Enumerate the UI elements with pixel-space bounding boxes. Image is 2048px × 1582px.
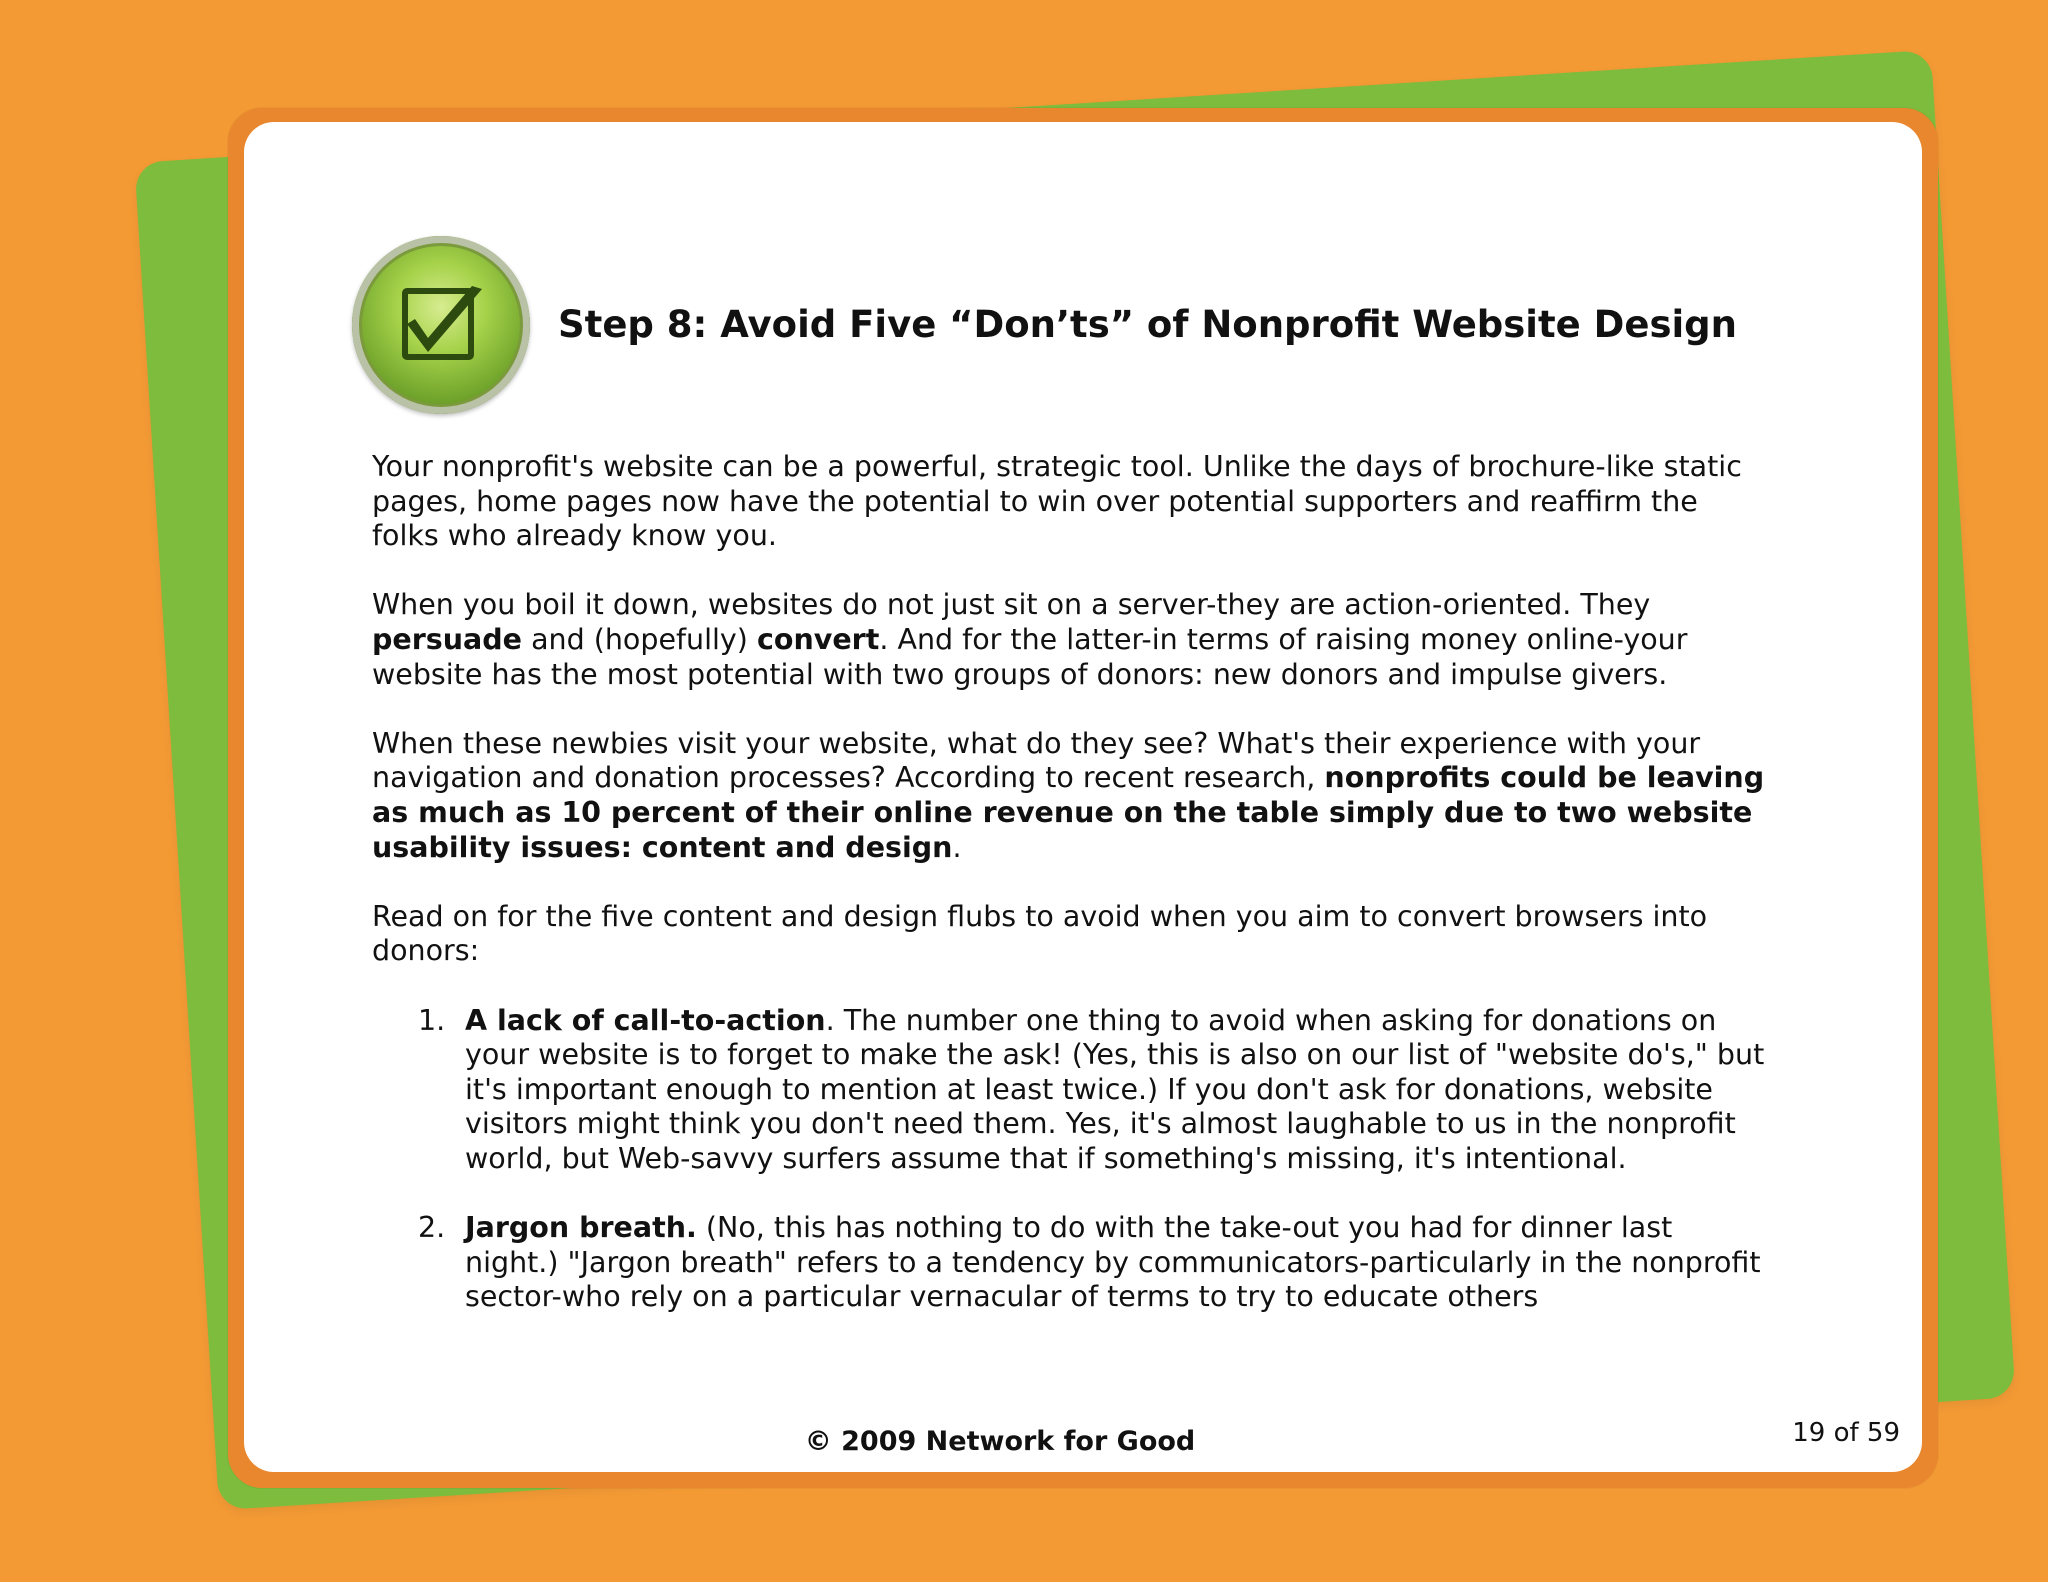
list-number: 2. — [418, 1211, 446, 1245]
list-item-text: (No, this has nothing to do with the take-out you had for dinner last night.) "Jargon breath" refers to a tendency by communicators-particularly in the nonprofit sector-who rely on a particular vernacular of terms to try to educate others — [465, 1211, 1761, 1314]
list-item-text: . The number one thing to avoid when asking for donations on your website is to forget to make the ask! (Yes, this is also on our list of "website do's," but it's important enough to mention at least twice.) If you don't ask for donations, website visitors might think you don't need them. Yes, it's almost laughable to us in the nonprofit world, but Web-savvy surfers assume that if something's missing, it's intentional. — [465, 1003, 1765, 1175]
action-text-e: . And for the latter-in terms of raising money online-your website has the most potential with two groups of donors: new donors and impulse givers. — [372, 622, 1688, 691]
list-item-heading: Jargon breath. — [465, 1211, 697, 1245]
intro-paragraph: Your nonprofit's website can be a powerful, strategic tool. Unlike the days of brochure-like static pages, home pages now have the potential to win over potential supporters and reaffirm the folks who already know you. — [372, 450, 1742, 553]
document-body — [372, 450, 1772, 1349]
list-item — [372, 1211, 1772, 1315]
action-paragraph — [372, 588, 1772, 692]
checkmark-badge-icon — [352, 236, 530, 414]
research-emphasis: nonprofits could be leaving as much as 10 percent of their online revenue on the table simply due to two website usability issues: content and design — [372, 761, 1765, 864]
action-text-c: and (hopefully) — [522, 622, 757, 656]
list-item — [372, 1004, 1772, 1177]
research-text-c: . — [952, 830, 962, 864]
action-text-a: When you boil it down, websites do not just sit on a server-they are action-oriented. They — [372, 588, 1651, 622]
research-text-a: When these newbies visit your website, what do they see? What's their experience with your navigation and donation processes? According to recent research, — [372, 726, 1701, 795]
list-intro-paragraph: Read on for the five content and design flubs to avoid when you aim to convert browsers into donors: — [372, 899, 1708, 968]
list-number: 1. — [418, 1003, 446, 1037]
page-title: Step 8: Avoid Five “Don’ts” of Nonprofit Website Design — [558, 303, 1737, 346]
page-number: 19 of 59 — [1792, 1418, 1900, 1448]
convert-emphasis: convert — [756, 622, 880, 656]
research-paragraph — [372, 727, 1772, 865]
persuade-emphasis: persuade — [372, 622, 523, 656]
copyright-footer: © 2009 Network for Good — [804, 1426, 1196, 1457]
donts-list — [372, 1004, 1772, 1315]
list-item-heading: A lack of call-to-action — [465, 1003, 826, 1037]
checkmark-icon — [352, 236, 530, 414]
